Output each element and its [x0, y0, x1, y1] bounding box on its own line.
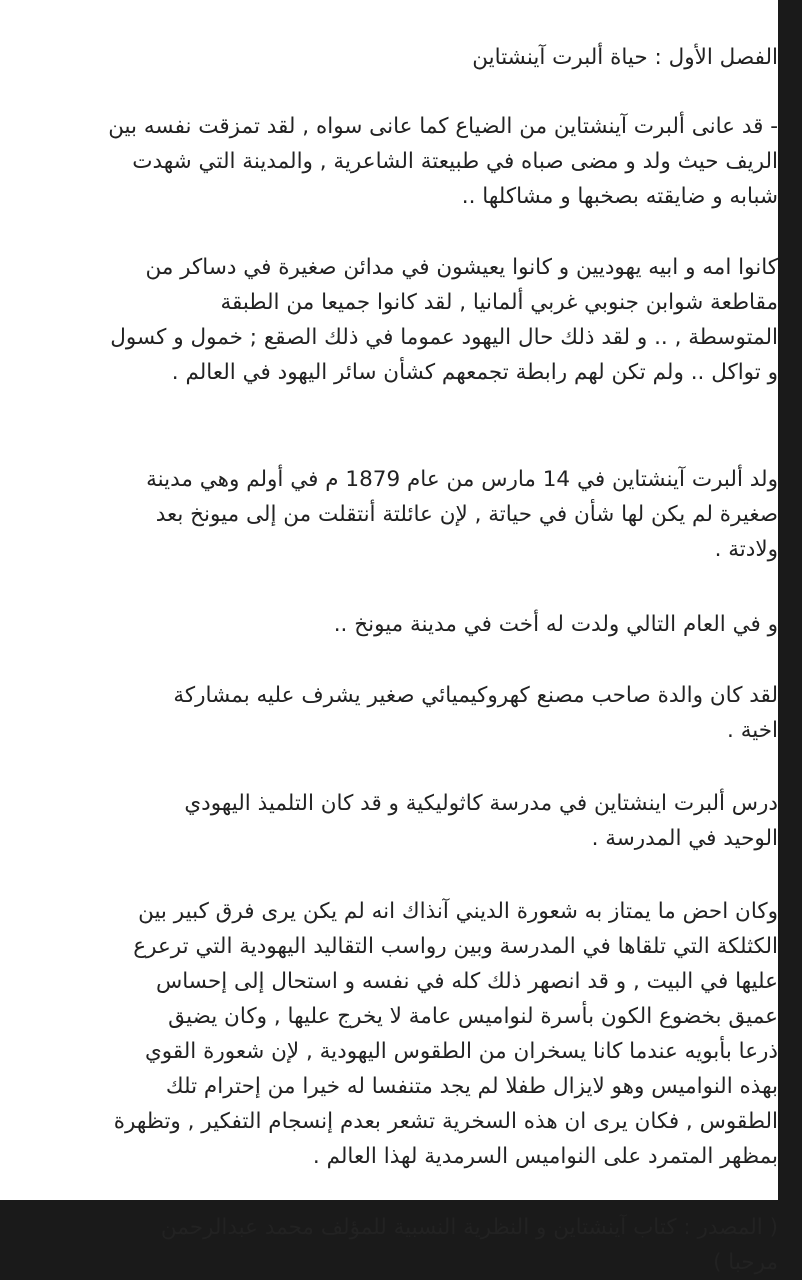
text-line: الكثلكة التي تلقاها في المدرسة وبين رواسب التقاليد اليهودية التي ترعرع	[133, 934, 778, 959]
chapter-title: الفصل الأول : حياة ألبرت آينشتاين	[472, 45, 778, 70]
document-content	[62, 40, 778, 1280]
paragraph-5	[62, 678, 778, 748]
text-line: الريف حيث ولد و مضى صباه في طبيعتة الشاعرية , والمدينة التي شهدت	[132, 149, 778, 174]
text-line: صغيرة لم يكن لها شأن في حياتة , لإن عائلتة أنتقلت من إلى ميونخ بعد	[155, 502, 778, 527]
text-line: لقد كان والدة صاحب مصنع كهروكيميائي صغير يشرف عليه بمشاركة	[173, 683, 778, 708]
text-line: و في العام التالي ولدت له أخت في مدينة ميونخ ..	[333, 612, 778, 637]
text-line: المتوسطة , .. و لقد ذلك حال اليهود عموما في ذلك الصقع ; خمول و كسول	[110, 325, 778, 350]
text-line: مقاطعة شوابن جنوبي غربي ألمانيا , لقد كانوا جميعا من الطبقة	[220, 290, 778, 315]
text-line: كانوا امه و ابيه يهوديين و كانوا يعيشون في مدائن صغيرة في دساكر من	[145, 255, 778, 280]
text-line: ( المصدر : كتاب آينشتاين و النظرية النسبية للمؤلف محمد عبدالرحمن	[160, 1215, 778, 1240]
text-line: الطقوس , فكان يرى ان هذه السخرية تشعر بعدم إنسجام التفكير , وتظهرة	[113, 1109, 778, 1134]
text-line: - قد عانى ألبرت آينشتاين من الضياع كما عانى سواه , لقد تمزقت نفسه بين	[108, 114, 778, 139]
paragraph-4	[62, 607, 778, 642]
text-line: شبابه و ضايقته بصخبها و مشاكلها ..	[461, 184, 778, 209]
text-line: بهذه النواميس وهو لايزال طفلا لم يجد متنفسا له خيرا من إحترام تلك	[165, 1074, 778, 1099]
text-line: مرحبا )	[713, 1250, 778, 1275]
text-line: ذرعا بأبويه عندما كانا يسخران من الطقوس اليهودية , لإن شعورة القوي	[144, 1039, 778, 1064]
source-citation	[62, 1210, 778, 1280]
paragraph-3	[62, 462, 778, 567]
text-line: اخية .	[727, 718, 778, 743]
paragraph-6	[62, 786, 778, 856]
paragraph-1	[62, 109, 778, 214]
text-line: بمظهر المتمرد على النواميس السرمدية لهذا العالم .	[312, 1144, 778, 1169]
text-line: عليها في البيت , و قد انصهر ذلك كله في نفسه و استحال إلى إحساس	[155, 969, 778, 994]
text-line: درس ألبرت اينشتاين في مدرسة كاثوليكية و قد كان التلميذ اليهودي	[184, 791, 778, 816]
text-line: الوحيد في المدرسة .	[591, 826, 778, 851]
text-line: ولادتة .	[714, 537, 778, 562]
text-line: و تواكل .. ولم تكن لهم رابطة تجمعهم كشأن سائر اليهود في العالم .	[171, 360, 778, 385]
text-line: وكان احض ما يمتاز به شعورة الديني آنذاك انه لم يكن يرى فرق كبير بين	[138, 899, 778, 924]
text-line: ولد ألبرت آينشتاين في 14 مارس من عام 1879 م في أولم وهي مدينة	[146, 467, 778, 492]
text-line: عميق بخضوع الكون بأسرة لنواميس عامة لا يخرج عليها , وكان يضيق	[168, 1004, 778, 1029]
paragraph-7	[62, 894, 778, 1174]
paragraph-2	[62, 250, 778, 390]
